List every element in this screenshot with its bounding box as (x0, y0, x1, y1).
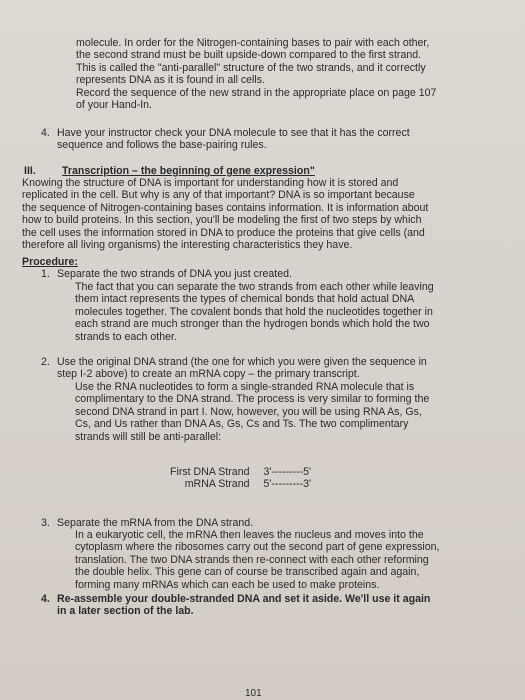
step-number: 1. (41, 268, 50, 280)
text-line: Record the sequence of the new strand in the appropriate place on page 107 (76, 86, 437, 99)
table-label: First DNA Strand (170, 466, 250, 478)
text-line: molecule. In order for the Nitrogen-containing bases to pair with each other, (76, 37, 430, 49)
text-line: step I-2 above) to create an mRNA copy – the primary transcript. (57, 368, 360, 381)
text-line: each strand are much stronger than the hydrogen bonds which hold the two (75, 318, 430, 331)
text-line: therefore all living organisms) the interesting characteristics they have. (22, 239, 353, 252)
text-line: In a eukaryotic cell, the mRNA then leaves the nucleus and moves into the (75, 529, 424, 541)
text-line: the sequence of Nitrogen-containing bases contains information. It is information about (22, 201, 429, 214)
table-row (170, 466, 315, 478)
step-4-bold-text (57, 593, 507, 618)
intro-paragraph (76, 37, 476, 111)
table-row (170, 478, 315, 490)
text-line: Use the RNA nucleotides to form a single-stranded RNA molecule that is (75, 381, 415, 393)
strand-table (170, 466, 315, 491)
text-line: of your Hand-In. (76, 99, 152, 112)
text-line: strands to each other. (75, 330, 177, 343)
text-line: the double helix. This gene can of course be transcribed again and again, (75, 566, 420, 579)
step-number: 2. (41, 356, 50, 368)
step-3-text (75, 529, 495, 591)
section-numeral: III. (24, 165, 36, 177)
text-line: how to build proteins. In this section, you'll be modeling the first of two steps by which (22, 214, 422, 227)
text-line: Re-assemble your double-stranded DNA and set it aside. We'll use it again (57, 593, 431, 605)
text-line: Cs, and Us rather than DNA As, Gs, Cs and Ts. The two complimentary (75, 418, 409, 431)
text-line: in a later section of the lab. (57, 605, 194, 618)
table-value: 5'---------3' (263, 478, 312, 491)
text-line: them intact represents the types of chemical bonds that hold actual DNA (75, 293, 415, 306)
text-line: molecules together. The covalent bonds that hold the nucleotides together in (75, 305, 433, 318)
text-line: Have your instructor check your DNA molecule to see that it has the correct (57, 127, 410, 139)
step-4-text (57, 127, 477, 152)
procedure-heading: Procedure: (22, 256, 78, 268)
section-paragraph (22, 177, 502, 251)
step-number: 3. (41, 517, 50, 529)
text-line: translation. The two DNA strands then re-connect with each other reforming (75, 553, 429, 566)
text-line: Use the original DNA strand (the one for which you were given the sequence in (57, 356, 427, 368)
step-number: 4. (41, 593, 50, 605)
table-value: 3'---------5' (263, 466, 312, 478)
text-line: strands will still be anti-parallel: (75, 430, 222, 443)
page-number: 101 (245, 688, 262, 699)
text-line: represents DNA as it is found in all cells. (76, 74, 266, 87)
step-number: 4. (41, 127, 50, 139)
text-line: the cell uses the information stored in DNA to produce the proteins that give cells (and (22, 226, 425, 239)
text-line: complimentary to the DNA strand. The process is very similar to forming the (75, 393, 430, 406)
table-label: mRNA Strand (184, 478, 250, 491)
text-line: This is called the "anti-parallel" structure of the two strands, and it correctly (76, 61, 426, 74)
text-line: The fact that you can separate the two strands from each other while leaving (75, 281, 434, 293)
step-1-text (75, 281, 470, 343)
text-line: Knowing the structure of DNA is important for understanding how it is stored and (22, 177, 399, 189)
step-2-text (75, 381, 470, 443)
text-line: the second strand must be built upside-down compared to the first strand. (76, 49, 422, 62)
text-line: cytoplasm where the ribosomes carry out the second part of gene expression, (75, 541, 440, 554)
text-line: second DNA strand in part I. Now, however, you will be using RNA As, Gs, (75, 405, 422, 418)
step-2-first (57, 356, 497, 381)
step-3-first: Separate the mRNA from the DNA strand. (57, 517, 254, 529)
text-line: forming many mRNAs which can each be used to make proteins. (75, 578, 380, 591)
section-title: Transcription – the beginning of gene expression" (62, 165, 315, 177)
step-1-first: Separate the two strands of DNA you just created. (57, 268, 292, 280)
text-line: sequence and follows the base-pairing rules. (57, 139, 267, 152)
text-line: replicated in the cell. But why is any of that important? DNA is so important because (22, 189, 415, 202)
